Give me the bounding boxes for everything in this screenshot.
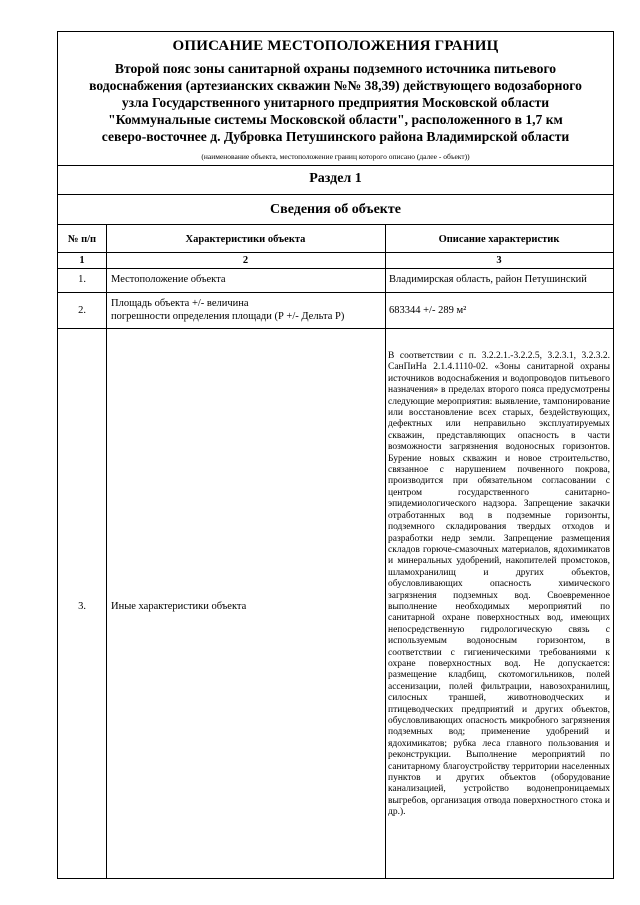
column-divider (385, 224, 386, 878)
section-title: Раздел 1 (309, 171, 362, 186)
divider (58, 224, 613, 225)
object-name-line: узла Государственного унитарного предприятия Московской области (121, 95, 550, 110)
row-number: 3. (78, 601, 86, 612)
row-divider (58, 328, 613, 329)
row-number: 2. (78, 305, 86, 316)
object-caption: (наименование объекта, местоположение границ которого описано (далее - объект)) (201, 152, 470, 161)
row-description: 683344 +/- 289 м² (389, 305, 467, 316)
object-name-line: "Коммунальные системы Московской области", расположенного в 1,7 км (108, 112, 563, 127)
object-name-line: водоснабжения (артезианских скважин №№ 38,39) действующего водозаборного (89, 78, 582, 93)
object-name-line: Второй пояс зоны санитарной охраны подземного источника питьевого (114, 61, 557, 76)
section-subtitle: Сведения об объекте (270, 202, 401, 217)
row-characteristic: Иные характеристики объекта (111, 601, 247, 612)
row-divider (58, 252, 613, 253)
document-frame (57, 31, 614, 879)
row-characteristic-line: погрешности определения площади (Р +/- Дельта Р) (111, 311, 345, 322)
object-name (62, 60, 609, 145)
row-description: Владимирская область, район Петушинский (389, 274, 587, 285)
row-divider (58, 268, 613, 269)
column-header-description: Описание характеристик (438, 234, 560, 245)
divider (58, 165, 613, 166)
document-title: ОПИСАНИЕ МЕСТОПОЛОЖЕНИЯ ГРАНИЦ (172, 38, 499, 54)
column-number: 3 (496, 255, 502, 266)
row-number: 1. (78, 274, 86, 285)
column-header-number: № п/п (67, 234, 97, 245)
row-description: В соответствии с п. 3.2.2.1.-3.2.2.5, 3.2.3.1, 3.2.3.2. СанПиНа 2.1.4.1110-02. «Зоны санитарной охраны источников водоснабжения и водопроводов питьевого назначения» в пределах второго пояса предусмотрены следующие мероприятия: выявление, тампонирование или восстановление всех старых, бездействующих, дефектных или неправильно эксплуатируемых скважин, представляющих опасность в части возможности загрязнения водоносных горизонтов. Бурение новых скважин и новое строительство, связанное с нарушением почвенного покрова, производится при обязательном согласовании с центром государственного санитарно-эпидемиологического надзора. Запрещение закачки отработанных вод в подземные горизонты, подземного складирования твердых отходов и разработки недр земли. Запрещение размещения складов горюче-смазочных материалов, ядохимикатов и минеральных удобрений, накопителей промстоков, шламохранилищ и других объектов, обусловливающих опасность химического загрязнения подземных вод. Своевременное выполнение необходимых мероприятий по санитарной охране поверхностных вод, имеющих непосредственную гидрологическую связь с используемым водоносным горизонтом, в соответствии с гигиеническими требованиями к охране поверхностных вод. Не допускается: размещение кладбищ, скотомогильников, полей ассенизации, полей фильтрации, навозохранилищ, силосных траншей, животноводческих и птицеводческих предприятий и других объектов, обусловливающих опасность микробного загрязнения подземных вод; применение удобрений и ядохимикатов; рубка леса главного пользования и реконструкции. Выполнение мероприятий по санитарному благоустройству территории населенных пунктов и других объектов (оборудование канализацией, устройство водонепроницаемых выгребов, организация отвода поверхностного стока и др.). (388, 351, 610, 818)
row-characteristic: Местоположение объекта (111, 274, 226, 285)
divider (58, 194, 613, 195)
column-number: 2 (242, 255, 249, 266)
row-characteristic (106, 297, 385, 323)
object-name-line: северо-восточнее д. Дубровка Петушинского района Владимирской области (101, 129, 570, 144)
row-characteristic-line: Площадь объекта +/- величина (111, 298, 249, 309)
column-number: 1 (79, 255, 85, 266)
column-header-characteristic: Характеристики объекта (185, 234, 306, 245)
row-divider (58, 292, 613, 293)
